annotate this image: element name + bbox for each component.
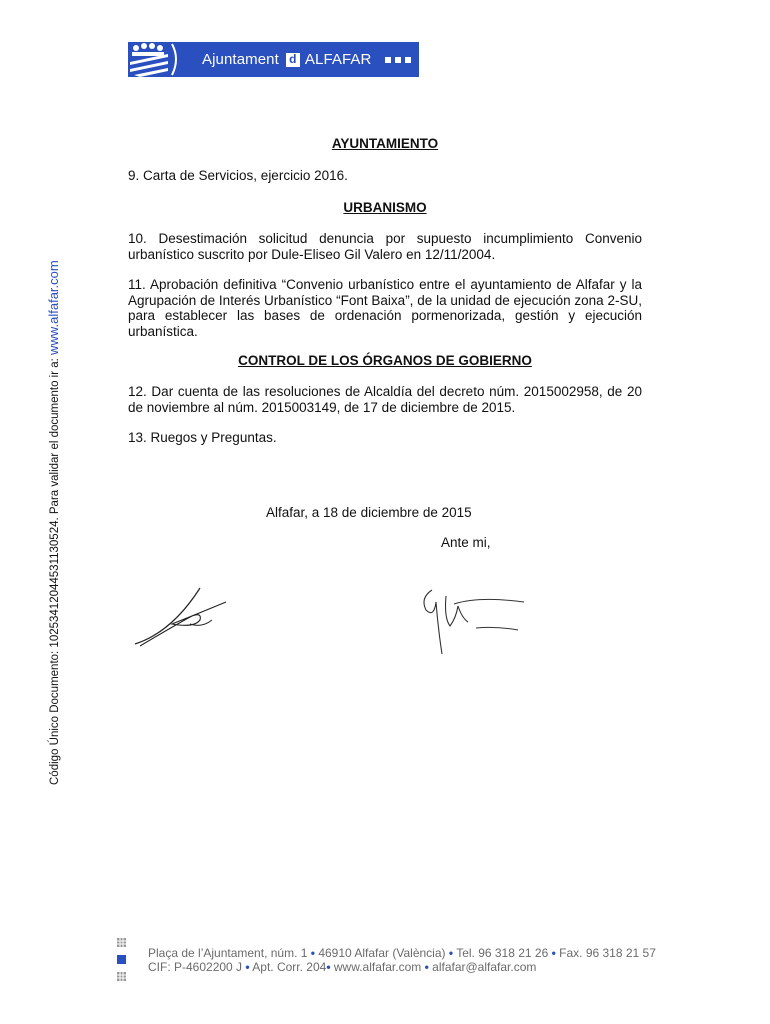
footer-pattern-icon-2 bbox=[117, 972, 126, 981]
footer-address: Plaça de l’Ajuntament, núm. 1 bbox=[148, 946, 308, 960]
validation-url[interactable]: www.alfafar.com bbox=[46, 260, 61, 355]
footer-line-2: CIF: P-4602200 J • Apt. Corr. 204• www.alfafar.com • alfafar@alfafar.com bbox=[148, 960, 537, 974]
logo-squares-icon bbox=[385, 57, 411, 63]
item-12: 12. Dar cuenta de las resoluciones de Alcaldía del decreto núm. 2015002958, de 20 de noviembre al núm. 2015003149, de 17 de diciembre de 2015. bbox=[128, 384, 642, 415]
closing-date: Alfafar, a 18 de diciembre de 2015 bbox=[266, 505, 472, 520]
footer-blue-square-icon bbox=[117, 955, 126, 964]
signature-left bbox=[132, 584, 232, 648]
footer-tel: Tel. 96 318 21 26 bbox=[456, 946, 549, 960]
footer-contact bbox=[148, 946, 656, 974]
heading-ayuntamiento: AYUNTAMIENTO bbox=[331, 136, 439, 151]
logo-label: Ajuntament bbox=[202, 51, 279, 68]
logo-badge: d bbox=[286, 53, 300, 67]
footer-line-1: Plaça de l’Ajuntament, núm. 1 • 46910 Alfafar (València) • Tel. 96 318 21 26 • Fax. 96 318 21 57 bbox=[148, 946, 656, 960]
footer-city: 46910 Alfafar (València) bbox=[318, 946, 446, 960]
item-10: 10. Desestimación solicitud denuncia por supuesto incumplimiento Convenio urbanístico suscrito por Dule-Eliseo Gil Valero en 12/11/2004. bbox=[128, 231, 642, 262]
coat-of-arms-icon bbox=[128, 42, 180, 77]
item-11: 11. Aprobación definitiva “Convenio urbanístico entre el ayuntamiento de Alfafar y la Agrupación de Interés Urbanístico “Font Baixa”, de la unidad de ejecución zona 2-SU, para establecer las bases de ordenación pormenorizada, gestión y ejecución urbanística. bbox=[128, 277, 642, 339]
heading-urbanismo: URBANISMO bbox=[343, 200, 427, 215]
item-9: 9. Carta de Servicios, ejercicio 2016. bbox=[128, 168, 348, 183]
document-validation-stamp bbox=[46, 260, 61, 785]
footer-pattern-icon bbox=[117, 938, 126, 947]
logo-name: ALFAFAR bbox=[304, 51, 372, 68]
footer-fax: Fax. 96 318 21 57 bbox=[559, 946, 656, 960]
item-13: 13. Ruegos y Preguntas. bbox=[128, 430, 277, 445]
footer-email[interactable]: alfafar@alfafar.com bbox=[432, 960, 537, 974]
footer-cif: CIF: P-4602200 J bbox=[148, 960, 243, 974]
signature-right bbox=[420, 588, 530, 658]
footer-web[interactable]: www.alfafar.com bbox=[333, 960, 422, 974]
validation-text: Código Único Documento: 10253412044531130524. Para validar el documento ir a: bbox=[49, 354, 61, 785]
ajuntament-alfafar-logo bbox=[128, 42, 419, 77]
footer-apt: Apt. Corr. 204 bbox=[252, 960, 327, 974]
closing-ante: Ante mi, bbox=[441, 535, 491, 550]
heading-control: CONTROL DE LOS ÓRGANOS DE GOBIERNO bbox=[238, 353, 532, 368]
